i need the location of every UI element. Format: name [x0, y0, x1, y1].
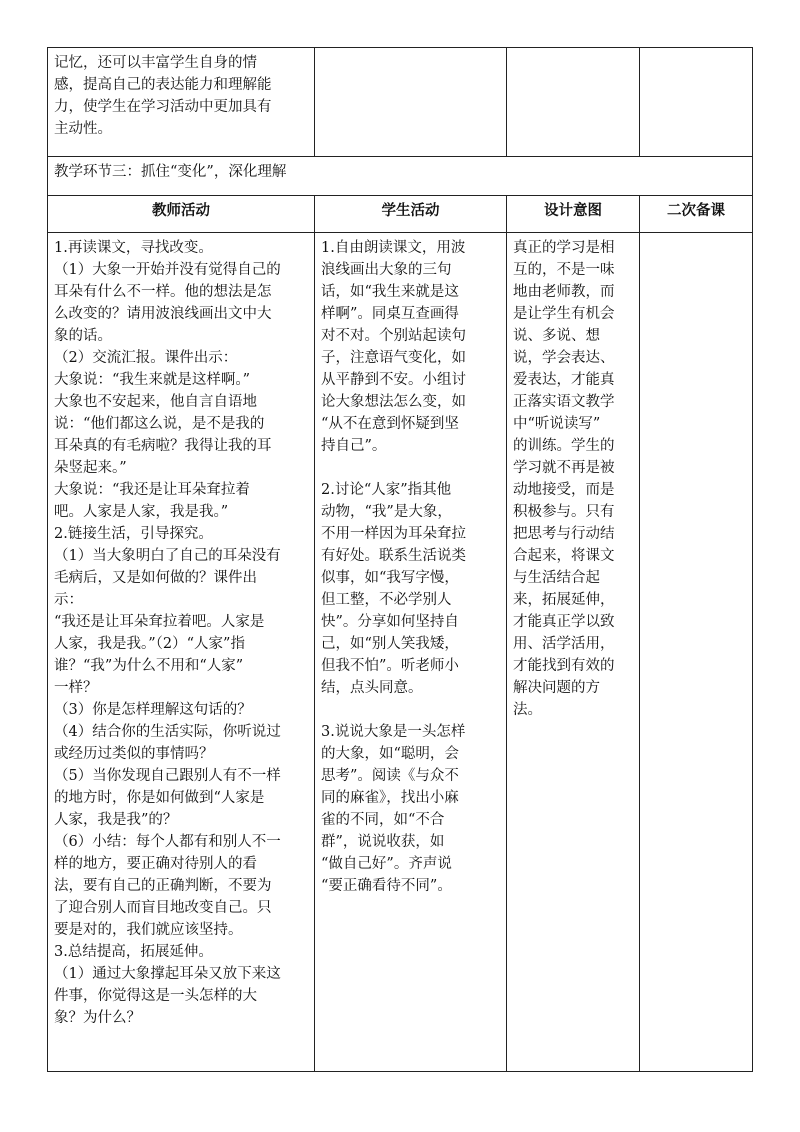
design-line: 动地接受，而是 — [513, 482, 615, 498]
teacher-line: 朵竖起来。” — [54, 460, 127, 476]
design-line: 来，拓展延伸， — [513, 592, 615, 608]
teacher-line: 或经历过类似的事情吗？ — [54, 746, 214, 762]
design-line: 合起来，将课文 — [513, 548, 615, 564]
teacher-line: （2）交流汇报。课件出示： — [54, 350, 238, 366]
teacher-line: 人家，我是我。”（2）“人家”指 — [54, 636, 245, 652]
student-activity-cell — [315, 233, 507, 1072]
design-line: 互的，不是一味 — [513, 262, 615, 278]
teacher-line: （5）当你发现自己跟别人有不一样 — [54, 768, 281, 784]
teacher-line: “我还是让耳朵耷拉着吧。人家是 — [54, 614, 265, 630]
student-line: 群”，说说收获，如 — [321, 834, 445, 850]
student-line: “做自己好”。齐声说 — [321, 856, 452, 872]
top-second-cell — [640, 48, 753, 157]
design-line: 真正的学习是相 — [513, 240, 615, 256]
student-line: 动物，“我”是大象， — [321, 504, 452, 520]
design-line: 法。 — [513, 702, 542, 718]
design-line: 爱表达，才能真 — [513, 372, 615, 388]
header-second-prep: 二次备课 — [640, 196, 753, 233]
teacher-line: 一样？ — [54, 680, 98, 696]
design-line: 用、活学活用， — [513, 636, 615, 652]
design-line: 的训练。学生的 — [513, 438, 615, 454]
teacher-activity-cell — [48, 233, 315, 1072]
section-row — [48, 157, 753, 196]
teacher-line: 示： — [54, 592, 83, 608]
teacher-line: 象的话。 — [54, 328, 112, 344]
teacher-line: 大象说：“我生来就是这样啊。” — [54, 372, 251, 388]
teacher-line: 了迎合别人而盲目地改变自己。只 — [54, 900, 272, 916]
design-line: 是让学生有机会 — [513, 306, 615, 322]
header-design-intent: 设计意图 — [507, 196, 640, 233]
design-line: 说，学会表达、 — [513, 350, 615, 366]
student-line: 持自己”。 — [321, 438, 387, 454]
student-line: 3.说说大象是一头怎样 — [321, 724, 466, 740]
teacher-line: 耳朵真的有毛病啦？我得让我的耳 — [54, 438, 272, 454]
teacher-line: 毛病后，又是如何做的？课件出 — [54, 570, 257, 586]
teacher-line: 说：“他们都这么说，是不是我的 — [54, 416, 265, 432]
design-line: 解决问题的方 — [513, 680, 600, 696]
design-line: 说、多说、想 — [513, 328, 600, 344]
student-line: 不用一样因为耳朵耷拉 — [321, 526, 466, 542]
teacher-line: （6）小结：每个人都有和别人不一 — [54, 834, 281, 850]
student-line: 同的麻雀》，找出小麻 — [321, 790, 459, 806]
design-line: 中“听说读写” — [513, 416, 601, 432]
student-line: 思考”。阅读《与众不 — [321, 768, 459, 784]
teacher-line: 3.总结提高，拓展延伸。 — [54, 944, 213, 960]
teacher-line: 2.链接生活，引导探究。 — [54, 526, 213, 542]
teacher-line: 1.再读课文，寻找改变。 — [54, 240, 213, 256]
top-student-cell — [315, 48, 507, 157]
student-line: 子，注意语气变化，如 — [321, 350, 466, 366]
teacher-line: （4）结合你的生活实际，你听说过 — [54, 724, 281, 740]
student-line: 结，点头同意。 — [321, 680, 423, 696]
student-line: 似事，如“我写字慢， — [321, 570, 459, 586]
design-line: 与生活结合起 — [513, 570, 600, 586]
teacher-line: 要是对的，我们就应该坚持。 — [54, 922, 243, 938]
teacher-line: 法，要有自己的正确判断，不要为 — [54, 878, 272, 894]
student-line: 1.自由朗读课文，用波 — [321, 240, 466, 256]
student-line: 但我不怕”。听老师小 — [321, 658, 459, 674]
design-line: 才能找到有效的 — [513, 658, 615, 674]
top-teacher-line: 主动性。 — [54, 121, 112, 137]
design-intent-cell — [507, 233, 640, 1072]
teacher-line: 耳朵有什么不一样。他的想法是怎 — [54, 284, 272, 300]
teacher-line: 大象说：“我还是让耳朵耷拉着 — [54, 482, 250, 498]
second-prep-cell — [640, 233, 753, 1072]
teacher-line: （1）当大象明白了自己的耳朵没有 — [54, 548, 281, 564]
lesson-plan-table — [47, 47, 753, 1072]
teacher-line: 件事，你觉得这是一头怎样的大 — [54, 988, 257, 1004]
student-line: 样啊”。同桌互查画得 — [321, 306, 459, 322]
design-line: 学习就不再是被 — [513, 460, 615, 476]
top-teacher-cell — [48, 48, 315, 157]
student-line: 论大象想法怎么变，如 — [321, 394, 466, 410]
section-title: 教学环节三：抓住“变化”，深化理解 — [48, 157, 753, 196]
student-line: 己，如“别人笑我矮， — [321, 636, 459, 652]
student-line: 有好处。联系生活说类 — [321, 548, 466, 564]
student-line: 对不对。个别站起读句 — [321, 328, 466, 344]
content-row — [48, 233, 753, 1072]
teacher-line: 谁？“我”为什么不用和“人家” — [54, 658, 244, 674]
header-teacher-activity: 教师活动 — [48, 196, 315, 233]
block-gap — [321, 457, 500, 479]
design-line: 地由老师教，而 — [513, 284, 615, 300]
header-student-activity: 学生活动 — [315, 196, 507, 233]
student-line: “要正确看待不同”。 — [321, 878, 452, 894]
student-line: 浪线画出大象的三句 — [321, 262, 452, 278]
teacher-line: （1）通过大象撑起耳朵又放下来这 — [54, 966, 281, 982]
student-line: 话，如“我生来就是这 — [321, 284, 459, 300]
top-teacher-line: 感，提高自己的表达能力和理解能 — [54, 77, 272, 93]
teacher-line: 象？为什么？ — [54, 1010, 141, 1026]
teacher-line: 人家，我是我”的？ — [54, 812, 178, 828]
teacher-line: 么改变的？请用波浪线画出文中大 — [54, 306, 272, 322]
design-line: 积极参与。只有 — [513, 504, 615, 520]
student-line: “从不在意到怀疑到坚 — [321, 416, 459, 432]
top-design-cell — [507, 48, 640, 157]
teacher-line: 样的地方，要正确对待别人的看 — [54, 856, 257, 872]
continuation-row — [48, 48, 753, 157]
block-gap — [321, 699, 500, 721]
header-row — [48, 196, 753, 233]
teacher-line: 吧。人家是人家，我是我。” — [54, 504, 229, 520]
design-line: 把思考与行动结 — [513, 526, 615, 542]
student-line: 雀的不同，如“不合 — [321, 812, 445, 828]
student-line: 从平静到不安。小组讨 — [321, 372, 466, 388]
teacher-line: （1）大象一开始并没有觉得自己的 — [54, 262, 281, 278]
student-line: 2.讨论“人家”指其他 — [321, 482, 452, 498]
teacher-line: 大象也不安起来，他自言自语地 — [54, 394, 257, 410]
student-line: 的大象，如“聪明，会 — [321, 746, 459, 762]
student-line: 但工整，不必学别人 — [321, 592, 452, 608]
design-line: 正落实语文教学 — [513, 394, 615, 410]
student-line: 快”。分享如何坚持自 — [321, 614, 459, 630]
top-teacher-line: 力，使学生在学习活动中更加具有 — [54, 99, 272, 115]
teacher-line: 的地方时，你是如何做到“人家是 — [54, 790, 265, 806]
teacher-line: （3）你是怎样理解这句话的？ — [54, 702, 252, 718]
top-teacher-line: 记忆，还可以丰富学生自身的情 — [54, 55, 257, 71]
design-line: 才能真正学以致 — [513, 614, 615, 630]
